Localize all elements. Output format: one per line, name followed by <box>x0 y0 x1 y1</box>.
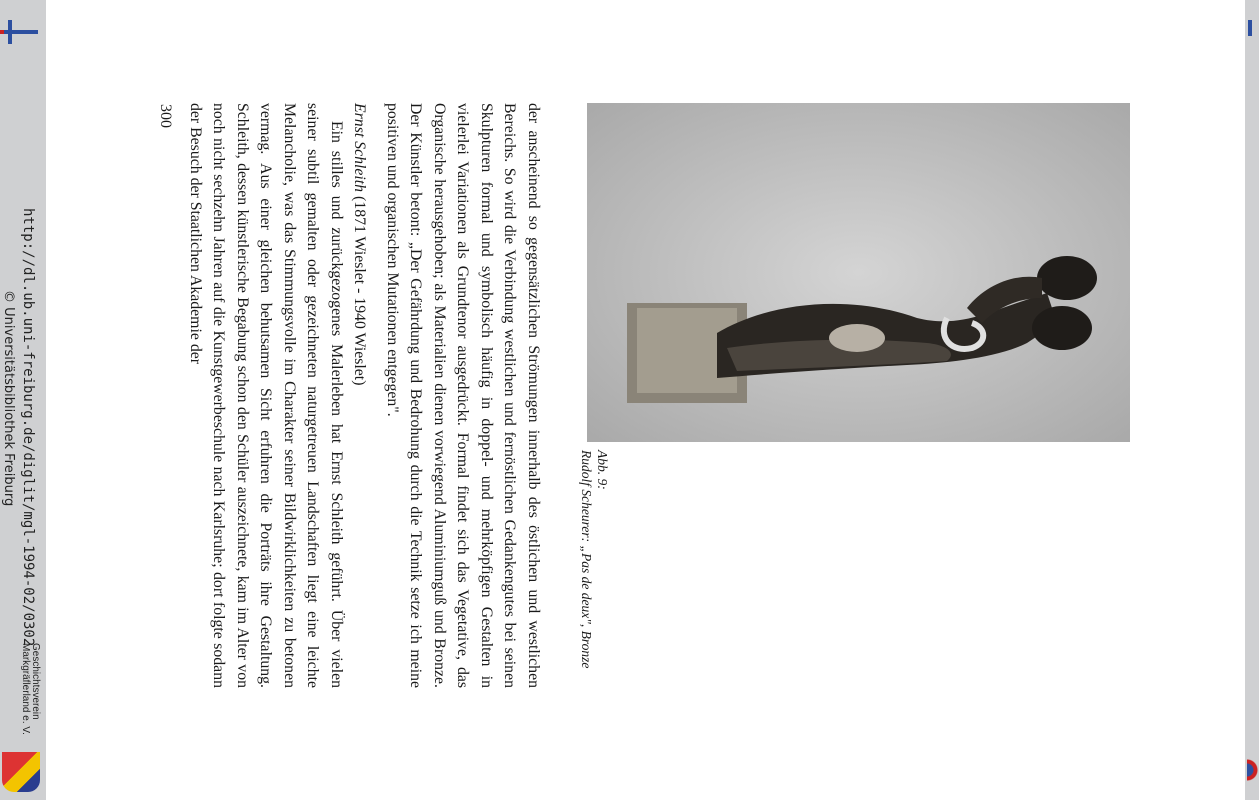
source-url[interactable]: http://dl.ub.uni-freiburg.de/diglit/mgl-1994-02/0302 <box>20 208 36 647</box>
paragraph-schleith: Ein stilles und zurückgezogenes Malerleben hat Ernst Schleith geführt. Über vielen seiner subtil gemalten oder gezeichneten naturgetreuen Landschaften liegt eine leichte Melancholie, was das Stimmungsvolle im Charakter seiner Bildwirklichkeiten zu betonen vermag. Aus einer gleichen behutsamen Sicht erfuhren die Porträts ihre Gestaltung. Schleith, dessen künstlerische Begabung schon den Schüler auszeichnete, kam im Alter von noch nicht sechzehn Jahren auf die Kunstgewerbeschule nach Karlsruhe; dort folgte sodann der Besuch der Staatlichen Akademie der <box>187 103 345 688</box>
left-gutter <box>0 0 46 800</box>
figure-title: Rudolf Scheurer: „Pas de deux", Bronze <box>579 450 594 669</box>
org-name-line1: Geschichtsverein <box>30 643 41 720</box>
coat-of-arms-icon <box>2 752 40 792</box>
artist-name: Ernst Schleith <box>351 103 369 193</box>
artist-dates: (1871 Wieslet - 1940 Wieslet) <box>351 196 369 386</box>
library-logo-icon <box>0 18 38 46</box>
sculpture-photo <box>587 103 1130 442</box>
right-seal-icon <box>1247 758 1259 782</box>
figure-label: Abb. 9: <box>595 450 610 490</box>
article-body <box>184 103 546 688</box>
page-number: 300 <box>157 104 174 128</box>
org-name-line2: Markgräflerland e. V. <box>20 643 31 735</box>
paragraph-intro: der anscheinend so gegensätzlichen Strömungen innerhalb des östlichen und westlichen Bereichs. So wird die Verbindung westlichen und fernöstlichen Gedankengutes bei seinen Skulpturen formal und symbolisch häufig in doppel- und mehrköpfigen Gestalten in vielerlei Variationen als Grundtenor ausgedrückt. Formal findet sich das Vegetative, das Organische herausgehoben; als Materialien dienen vorwiegend Aluminiumguß und Bronze. Der Künstler betont: „Der Gefährdung und Bedrohung durch die Technik setze ich meine positiven und organischen Mutationen entgegen". <box>384 103 542 688</box>
right-logo-icon <box>1248 20 1252 36</box>
section-heading <box>348 103 372 688</box>
right-gutter <box>1245 0 1259 800</box>
copyright-notice: © Universitätsbibliothek Freiburg <box>1 290 16 507</box>
figure-caption <box>578 450 610 668</box>
